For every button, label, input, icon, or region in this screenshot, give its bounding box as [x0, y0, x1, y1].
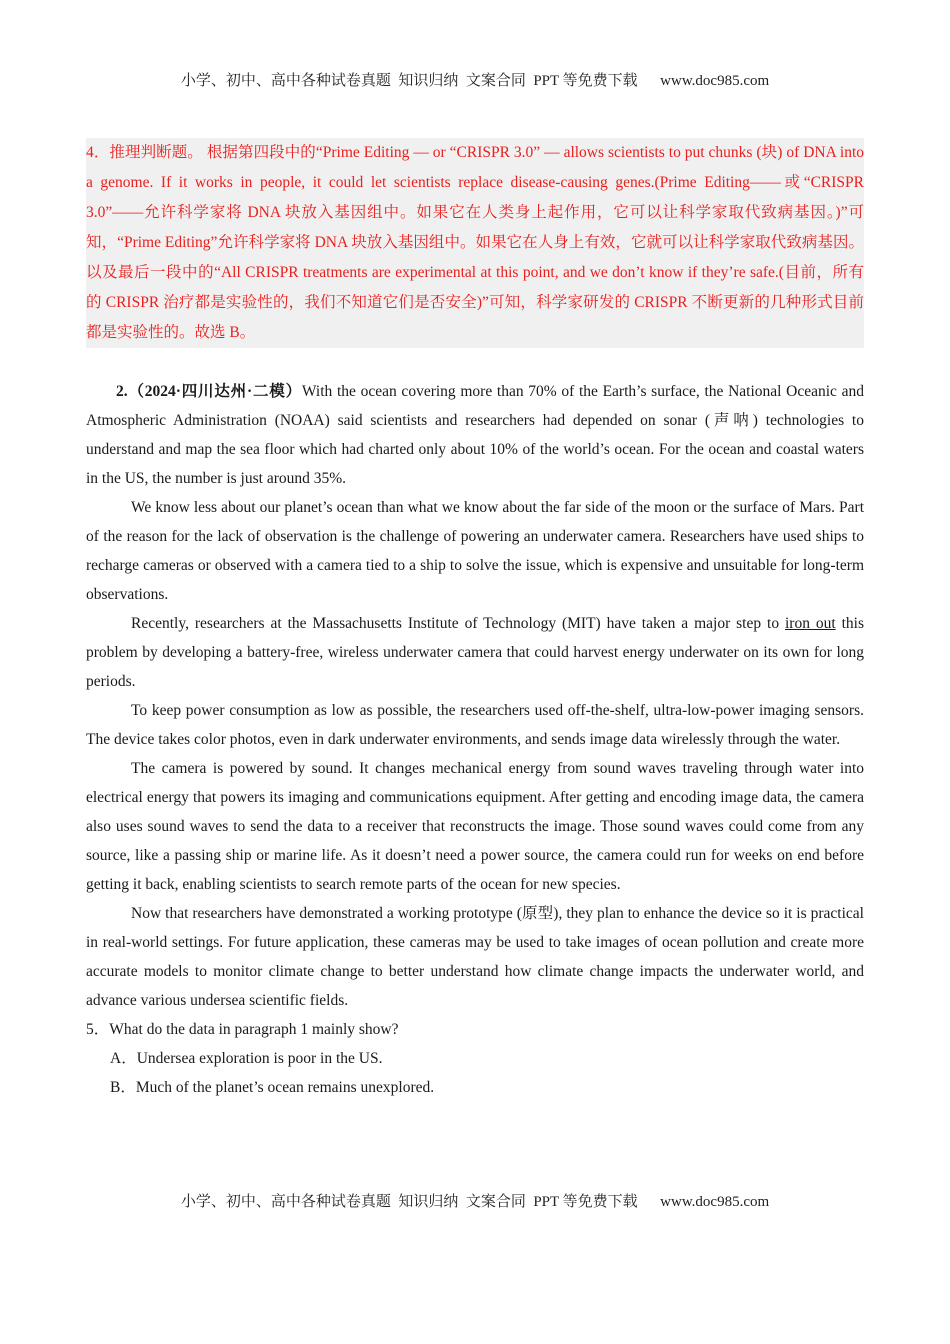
paragraph-2: We know less about our planet’s ocean than what we know about the far side of the moon or the surface of Mars. Part of the reason for the lack of observation is the challenge of powering an underwater camera. Researchers have used ships to recharge cameras or observed with a camera tied to a ship to solve the issue, which is expensive and unsuitable for long-term observations. [86, 499, 864, 603]
paragraph-3-before: Recently, researchers at the Massachusetts Institute of Technology (MIT) have taken a major step to [131, 615, 785, 632]
paragraph-1 [86, 377, 864, 493]
paragraph-6: Now that researchers have demonstrated a working prototype (原型), they plan to enhance the device so it is practical in real-world settings. For future application, these cameras may be used to take images of ocean pollution and create more accurate models to monitor climate change to better understand how climate change impacts the underwater world, and advance various undersea scientific fields. [86, 905, 864, 1009]
page-footer: 小学、初中、高中各种试卷真题 知识归纳 文案合同 PPT 等免费下载 www.doc985.com [180, 1194, 770, 1210]
paragraph-3 [86, 609, 864, 696]
paragraph-4: To keep power consumption as low as possible, the researchers used off-the-shelf, ultra-low-power imaging sensors. The device takes color photos, even in dark underwater environments, and sends image data wirelessly through the water. [86, 702, 864, 748]
paragraph-3-after: this problem by developing a battery-free, wireless underwater camera that could harvest energy underwater on its own for long periods. [86, 615, 864, 690]
answer-text: 4．推理判断题。 根据第四段中的“Prime Editing — or “CRISPR 3.0” — allows scientists to put chunks (块) of DNA into a genome. If it works in people, it could let scientists replace disease-causing genes.(Prime Editing——或“CRISPR 3.0”——允许科学家将 DNA 块放入基因组中。如果它在人类身上起作用，它可以让科学家取代致病基因。)”可知，“Prime Editing”允许科学家将 DNA 块放入基因组中。如果它在人身上有效，它就可以让科学家取代致病基因。以及最后一段中的“All CRISPR treatments are experimental at this point, and we don’t know if they’re safe.(目前，所有的 CRISPR 治疗都是实验性的，我们不知道它们是否安全)”可知，科学家研发的 CRISPR 不断更新的几种形式目前都是实验性的。故选 B。 [86, 144, 864, 341]
question-5-stem: 5．What do the data in paragraph 1 mainly show? [86, 1021, 399, 1038]
underlined-phrase: iron out [784, 615, 836, 632]
page-header: 小学、初中、高中各种试卷真题 知识归纳 文案合同 PPT 等免费下载 www.doc985.com [180, 73, 770, 89]
answer-explanation [86, 138, 864, 348]
question-5-option-a: A．Undersea exploration is poor in the US. [110, 1050, 383, 1067]
paragraph-1-text: With the ocean covering more than 70% of the Earth’s surface, the National Oceanic and Atmospheric Administration (NOAA) said scientists and researchers had depended on sonar (声呐) technologies to understand and map the sea floor which had charted only about 10% of the world’s ocean. For the ocean and coastal waters in the US, the number is just around 35%. [86, 383, 865, 487]
passage-number: 2. [116, 383, 128, 400]
paragraph-5: The camera is powered by sound. It changes mechanical energy from sound waves traveling through water into electrical energy that powers its imaging and communications equipment. After getting and encoding image data, the camera also uses sound waves to send the data to a receiver that reconstructs the image. Those sound waves could come from any source, like a passing ship or marine life. As it doesn’t need a power source, the camera could run for weeks on end before getting it back, enabling scientists to search remote parts of the ocean for new species. [86, 760, 864, 893]
question-5-option-b: B．Much of the planet’s ocean remains unexplored. [110, 1079, 435, 1096]
passage-source: （2024·四川达州·二模） [127, 383, 302, 400]
reading-passage [86, 377, 864, 1102]
